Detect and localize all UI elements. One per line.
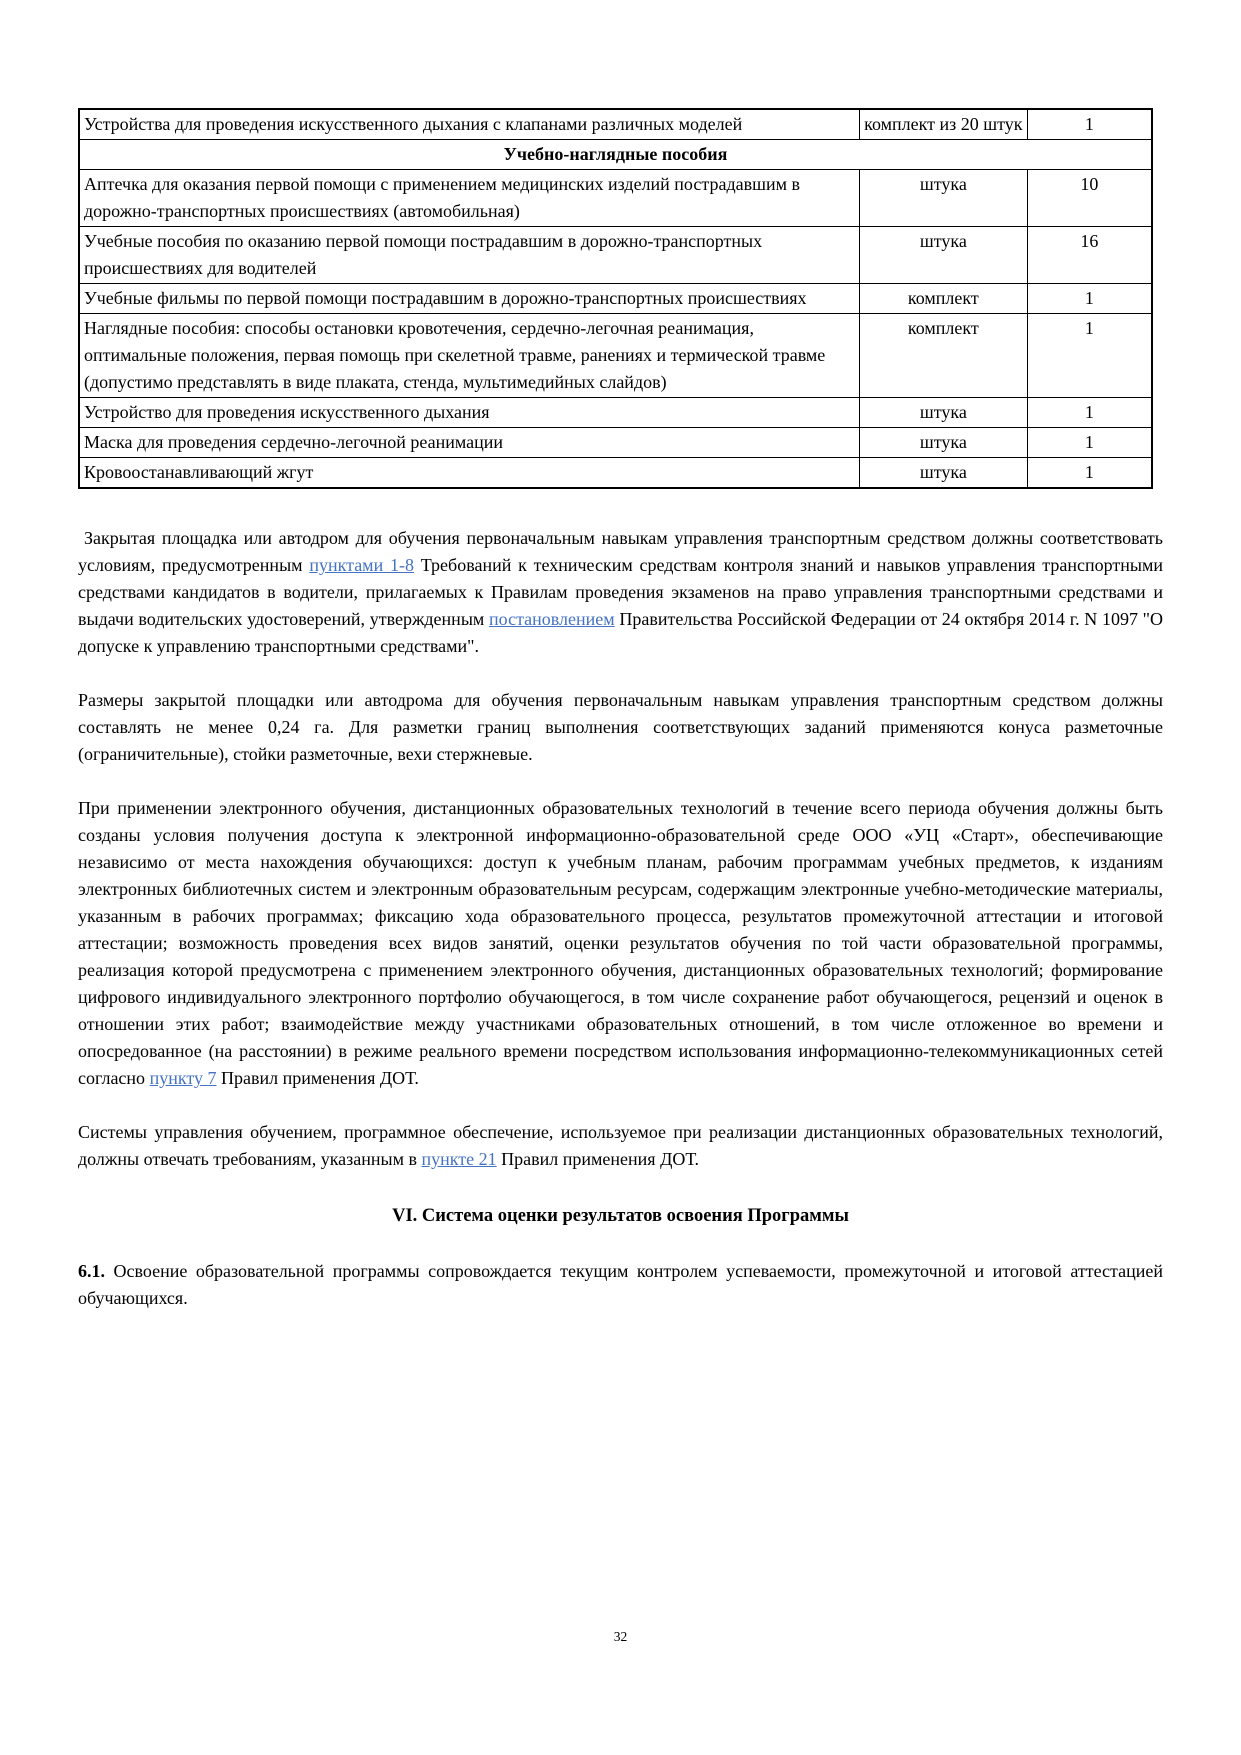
clause-text: Освоение образовательной программы сопровождается текущим контролем успеваемости, промежуточной и итоговой аттестацией обучающихся.	[78, 1261, 1163, 1308]
paragraph-text: Размеры закрытой площадки или автодрома для обучения первоначальным навыкам управления транспортным средством должны составлять не менее 0,24 га. Для разметки границ выполнения соответствующих заданий применяются конуса разметочные (ограничительные), стойки разметочные, вехи стержневые.	[78, 690, 1163, 764]
table-row	[79, 284, 1152, 314]
paragraph	[78, 795, 1163, 1092]
unit-cell: комплект	[859, 314, 1027, 398]
table-row	[79, 227, 1152, 284]
qty-cell: 1	[1027, 428, 1152, 458]
clause-number: 6.1.	[78, 1261, 105, 1281]
table-row	[79, 428, 1152, 458]
qty-cell: 1	[1027, 398, 1152, 428]
clause-6-1	[78, 1258, 1163, 1312]
qty-cell: 1	[1027, 109, 1152, 140]
item-name-cell: Наглядные пособия: способы остановки кровотечения, сердечно-легочная реанимация, оптимальные положения, первая помощь при скелетной травме, ранениях и термической травме (допустимо представлять в виде плаката, стенда, мультимедийных слайдов)	[79, 314, 859, 398]
paragraph-text: Правил применения ДОТ.	[216, 1068, 419, 1088]
paragraph-text: При применении электронного обучения, дистанционных образовательных технологий в течение всего периода обучения должны быть созданы условия получения доступа к электронной информационно-образовательной среде ООО «УЦ «Старт», обеспечивающие независимо от места нахождения обучающихся: доступ к учебным планам, рабочим программам учебных предметов, к изданиям электронных библиотечных систем и электронным образовательным ресурсам, содержащим электронные учебно-методические материалы, указанным в рабочих программах; фиксацию хода образовательного процесса, результатов промежуточной аттестации и итоговой аттестации; возможность проведения всех видов занятий, оценки результатов обучения по той части образовательной программы, реализация которой предусмотрена с применением электронного обучения, дистанционных образовательных технологий; формирование цифрового индивидуального электронного портфолио обучающегося, в том числе сохранение работ обучающегося, рецензий и оценок в отношении этих работ; взаимодействие между участниками образовательных отношений, в том числе отложенное во времени и опосредованное (на расстоянии) в режиме реального времени посредством использования информационно-телекоммуникационных сетей согласно	[78, 798, 1163, 1088]
qty-cell: 1	[1027, 314, 1152, 398]
inline-link[interactable]: пункту 7	[149, 1068, 217, 1088]
equipment-table	[78, 108, 1153, 489]
unit-cell: штука	[859, 170, 1027, 227]
table-row	[79, 170, 1152, 227]
unit-cell: комплект	[859, 284, 1027, 314]
table-row	[79, 109, 1152, 140]
table-row	[79, 314, 1152, 398]
item-name-cell: Кровоостанавливающий жгут	[79, 458, 859, 489]
paragraph-text: Закрытая площадка или автодром для обучения первоначальным навыкам управления транспортным средством должны соответствовать условиям, предусмотренным	[78, 528, 1163, 575]
item-name-cell: Учебные фильмы по первой помощи пострадавшим в дорожно-транспортных происшествиях	[79, 284, 859, 314]
paragraph-text: Системы управления обучением, программное обеспечение, используемое при реализации дистанционных образовательных технологий, должны отвечать требованиям, указанным в	[78, 1122, 1163, 1169]
body-paragraphs	[78, 525, 1163, 1173]
item-name-cell: Аптечка для оказания первой помощи с применением медицинских изделий пострадавшим в дорожно-транспортных происшествиях (автомобильная)	[79, 170, 859, 227]
item-name-cell: Учебные пособия по оказанию первой помощи пострадавшим в дорожно-транспортных происшествиях для водителей	[79, 227, 859, 284]
qty-cell: 16	[1027, 227, 1152, 284]
section-heading: VI. Система оценки результатов освоения Программы	[392, 1206, 849, 1226]
unit-cell: комплект из 20 штук	[859, 109, 1027, 140]
inline-link[interactable]: пунктами 1-8	[309, 555, 414, 575]
qty-cell: 10	[1027, 170, 1152, 227]
qty-cell: 1	[1027, 284, 1152, 314]
paragraph	[78, 525, 1163, 660]
item-name-cell: Устройство для проведения искусственного дыхания	[79, 398, 859, 428]
table-row	[79, 458, 1152, 489]
item-name-cell: Устройства для проведения искусственного дыхания с клапанами различных моделей	[79, 109, 859, 140]
inline-link[interactable]: пункте 21	[421, 1149, 497, 1169]
unit-cell: штука	[859, 428, 1027, 458]
unit-cell: штука	[859, 398, 1027, 428]
paragraph	[78, 1119, 1163, 1173]
table-section-title: Учебно-наглядные пособия	[79, 140, 1152, 170]
page-content	[78, 108, 1163, 1339]
qty-cell: 1	[1027, 458, 1152, 489]
unit-cell: штука	[859, 227, 1027, 284]
page-number: 32	[613, 1629, 628, 1644]
paragraph-text: Правил применения ДОТ.	[496, 1149, 700, 1169]
table-row	[79, 398, 1152, 428]
table-section-row	[79, 140, 1152, 170]
unit-cell: штука	[859, 458, 1027, 489]
paragraph-text: Правительства Российской Федерации от 24 октября 2014 г. N 1097 "О допуске к управлению транспортными средствами".	[78, 609, 1163, 656]
paragraph-text: Требований к техническим средствам контроля знаний и навыков управления транспортными средствами кандидатов в водители, прилагаемых к Правилам проведения экзаменов на право управления транспортными средствами и выдачи водительских удостоверений, утвержденным	[78, 555, 1163, 629]
inline-link[interactable]: постановлением	[489, 609, 615, 629]
paragraph	[78, 687, 1163, 768]
item-name-cell: Маска для проведения сердечно-легочной реанимации	[79, 428, 859, 458]
equipment-table-body	[79, 109, 1152, 488]
